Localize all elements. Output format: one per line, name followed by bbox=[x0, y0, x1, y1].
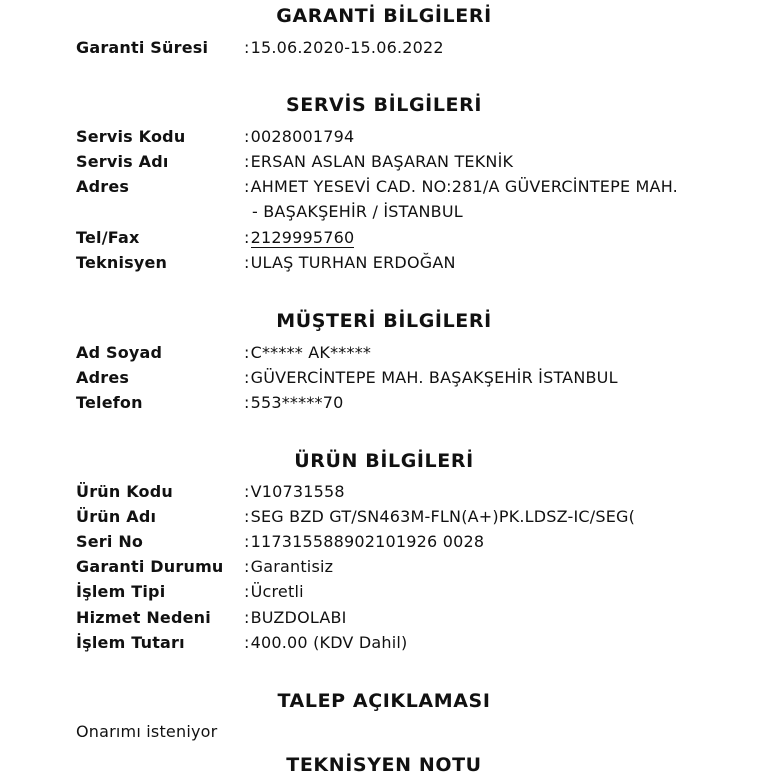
product-amount-row bbox=[0, 631, 768, 655]
customer-address-text: GÜVERCİNTEPE MAH. BAŞAKŞEHİR İSTANBUL bbox=[250, 368, 618, 387]
product-warranty-status-text: Garantisiz bbox=[250, 557, 334, 576]
customer-phone-text: 553*****70 bbox=[250, 393, 344, 412]
separator: : bbox=[244, 343, 250, 362]
product-service-reason-value bbox=[244, 606, 347, 630]
customer-address-value bbox=[244, 366, 618, 390]
product-operation-type-row bbox=[0, 580, 768, 604]
separator: : bbox=[244, 507, 250, 526]
service-phone-link[interactable]: 2129995760 bbox=[250, 228, 355, 247]
service-technician-text: ULAŞ TURHAN ERDOĞAN bbox=[250, 253, 456, 272]
service-code-value bbox=[244, 125, 354, 149]
product-service-reason-label: Hizmet Nedeni bbox=[76, 608, 211, 627]
customer-address-label: Adres bbox=[76, 368, 130, 387]
service-technician-row bbox=[0, 251, 768, 275]
separator: : bbox=[244, 608, 250, 627]
product-warranty-status-value bbox=[244, 555, 333, 579]
separator: : bbox=[244, 152, 250, 171]
product-operation-type-text: Ücretli bbox=[250, 582, 304, 601]
customer-name-row bbox=[0, 341, 768, 365]
service-technician-value bbox=[244, 251, 456, 275]
product-serial-label: Seri No bbox=[76, 532, 144, 551]
service-code-label: Servis Kodu bbox=[76, 127, 186, 146]
separator: : bbox=[244, 582, 250, 601]
separator: : bbox=[244, 393, 250, 412]
product-operation-type-value bbox=[244, 580, 304, 604]
customer-phone-row bbox=[0, 391, 768, 415]
warranty-period-text: 15.06.2020-15.06.2022 bbox=[250, 38, 444, 57]
customer-section-title: MÜŞTERİ BİLGİLERİ bbox=[276, 310, 492, 332]
service-address-line2: - BAŞAKŞEHİR / İSTANBUL bbox=[252, 202, 463, 221]
customer-address-row bbox=[0, 366, 768, 390]
product-operation-type-label: İşlem Tipi bbox=[76, 582, 166, 601]
service-name-value bbox=[244, 150, 513, 174]
product-name-value bbox=[244, 505, 635, 529]
request-text-row bbox=[0, 720, 768, 744]
service-code-text: 0028001794 bbox=[250, 127, 355, 146]
service-phone-value bbox=[244, 226, 354, 250]
customer-name-label: Ad Soyad bbox=[76, 343, 163, 362]
separator: : bbox=[244, 253, 250, 272]
service-name-row bbox=[0, 150, 768, 174]
service-phone-label: Tel/Fax bbox=[76, 228, 140, 247]
service-address-row bbox=[0, 175, 768, 199]
product-service-reason-row bbox=[0, 606, 768, 630]
request-section-title: TALEP AÇIKLAMASI bbox=[277, 690, 491, 712]
warranty-period-value bbox=[244, 36, 444, 60]
product-code-value bbox=[244, 480, 345, 504]
service-name-label: Servis Adı bbox=[76, 152, 169, 171]
technician-note-section-title: TEKNİSYEN NOTU bbox=[286, 754, 482, 776]
service-address-cont-row bbox=[0, 200, 768, 224]
product-code-text: V10731558 bbox=[250, 482, 345, 501]
product-name-row bbox=[0, 505, 768, 529]
separator: : bbox=[244, 127, 250, 146]
product-code-label: Ürün Kodu bbox=[76, 482, 173, 501]
customer-name-value bbox=[244, 341, 371, 365]
service-address-label: Adres bbox=[76, 177, 130, 196]
product-serial-value bbox=[244, 530, 484, 554]
service-section-title: SERVİS BİLGİLERİ bbox=[285, 94, 483, 116]
separator: : bbox=[244, 38, 250, 57]
product-name-text: SEG BZD GT/SN463M-FLN(A+)PK.LDSZ-IC/SEG( bbox=[250, 507, 636, 526]
product-amount-label: İşlem Tutarı bbox=[76, 633, 185, 652]
product-warranty-status-label: Garanti Durumu bbox=[76, 557, 224, 576]
warranty-section-title: GARANTİ BİLGİLERİ bbox=[276, 5, 492, 27]
customer-phone-label: Telefon bbox=[76, 393, 143, 412]
service-address-line1: AHMET YESEVİ CAD. NO:281/A GÜVERCİNTEPE MAH. bbox=[250, 177, 678, 196]
customer-phone-value bbox=[244, 391, 344, 415]
service-phone-row bbox=[0, 226, 768, 250]
separator: : bbox=[244, 532, 250, 551]
product-amount-text: 400.00 (KDV Dahil) bbox=[250, 633, 408, 652]
separator: : bbox=[244, 228, 250, 247]
product-service-reason-text: BUZDOLABI bbox=[250, 608, 347, 627]
product-serial-row bbox=[0, 530, 768, 554]
product-serial-text: 117315588902101926 0028 bbox=[250, 532, 485, 551]
separator: : bbox=[244, 368, 250, 387]
separator: : bbox=[244, 177, 250, 196]
product-section-title: ÜRÜN BİLGİLERİ bbox=[294, 450, 474, 472]
product-amount-value bbox=[244, 631, 407, 655]
request-text: Onarımı isteniyor bbox=[76, 722, 218, 741]
separator: : bbox=[244, 482, 250, 501]
service-address-value bbox=[244, 175, 678, 199]
service-technician-label: Teknisyen bbox=[76, 253, 168, 272]
product-warranty-status-row bbox=[0, 555, 768, 579]
warranty-period-label: Garanti Süresi bbox=[76, 38, 209, 57]
service-name-text: ERSAN ASLAN BAŞARAN TEKNİK bbox=[250, 152, 514, 171]
product-name-label: Ürün Adı bbox=[76, 507, 157, 526]
separator: : bbox=[244, 557, 250, 576]
separator: : bbox=[244, 633, 250, 652]
product-code-row bbox=[0, 480, 768, 504]
customer-name-text: C***** AK***** bbox=[250, 343, 372, 362]
service-code-row bbox=[0, 125, 768, 149]
warranty-period-row bbox=[0, 36, 768, 60]
